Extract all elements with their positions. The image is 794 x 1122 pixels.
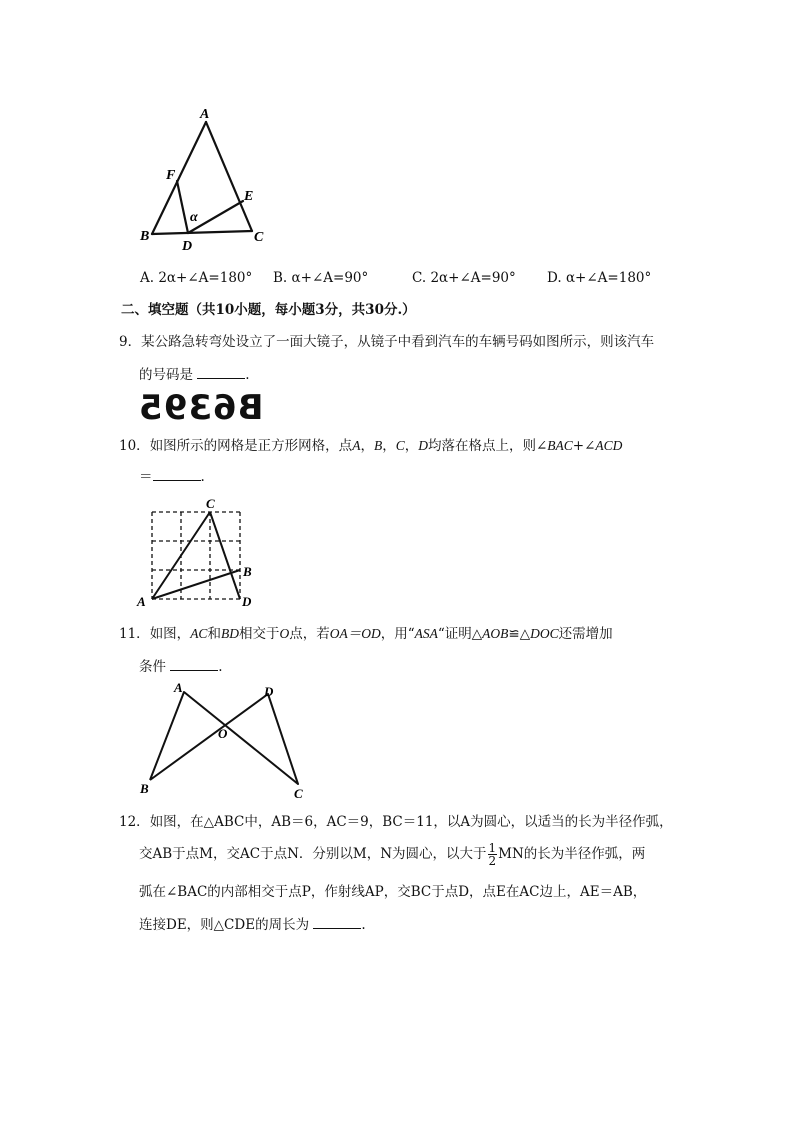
q9-line2: 的号码是 . xyxy=(139,364,250,385)
label-F: F xyxy=(166,168,176,183)
grid-label-A: A xyxy=(137,594,146,609)
label-alpha: α xyxy=(190,210,198,225)
label-E: E xyxy=(244,189,254,204)
cross-label-O: O xyxy=(218,726,228,741)
q11-line1: 11．如图，AC和BD相交于O点，若OA＝OD，用“ASA“证明△AOB≌△DOC还需增加 xyxy=(119,626,613,642)
section-heading: 二、填空题（共10小题，每小题3分，共30分.） xyxy=(121,302,416,318)
option-b[interactable]: B. α+∠A=90° xyxy=(273,270,369,286)
answer-blank-q9[interactable] xyxy=(197,364,245,379)
grid-label-D: D xyxy=(242,594,252,609)
option-d[interactable]: D. α+∠A=180° xyxy=(547,270,652,286)
label-C: C xyxy=(254,230,264,245)
q10-line1: 10．如图所示的网格是正方形网格，点A，B，C，D均落在格点上，则∠BAC+∠ACD xyxy=(119,438,623,454)
answer-blank-q10[interactable] xyxy=(153,466,201,481)
mirrored-plate: B6395 xyxy=(138,388,264,428)
answer-blank-q11[interactable] xyxy=(170,656,218,671)
q12-line1: 12．如图，在△ABC中，AB＝6，AC＝9，BC＝11，以A为圆心，以适当的长为半径作弧， xyxy=(119,814,673,830)
q12-line2: 交AB于点M，交AC于点N．分别以M，N为圆心，以大于 $\frac{1}{2}$ MN的长为半径作弧，两 xyxy=(139,841,646,868)
q10-line2: ＝ . xyxy=(139,466,205,487)
q12-line3: 弧在∠BAC的内部相交于点P，作射线AP，交BC于点D，点E在AC边上，AE＝AB， xyxy=(139,884,647,900)
q8-options xyxy=(140,268,700,290)
answer-blank-q12[interactable] xyxy=(313,914,361,929)
cross-label-C: C xyxy=(294,786,303,801)
q9-line1: 9．某公路急转弯处设立了一面大镜子，从镜子中看到汽车的车辆号码如图所示，则该汽车 xyxy=(119,334,655,350)
triangle-figure-q8 xyxy=(130,100,280,260)
grid-figure-q10 xyxy=(130,494,260,610)
label-D: D xyxy=(182,239,193,254)
cross-label-B: B xyxy=(140,781,149,796)
grid-label-B: B xyxy=(243,564,252,579)
cross-label-D: D xyxy=(264,684,274,699)
grid-label-C: C xyxy=(206,496,215,511)
label-A: A xyxy=(200,107,210,122)
crossed-triangles-figure-q11 xyxy=(130,676,320,802)
option-a[interactable]: A. 2α+∠A=180° xyxy=(140,270,253,286)
cross-label-A: A xyxy=(174,680,183,695)
q12-line4: 连接DE，则△CDE的周长为 . xyxy=(139,914,366,935)
option-c[interactable]: C. 2α+∠A=90° xyxy=(412,270,516,286)
label-B: B xyxy=(140,229,150,244)
fraction-one-half: $\frac{1}{2}$ xyxy=(488,841,497,868)
q11-line2: 条件 . xyxy=(139,656,223,677)
